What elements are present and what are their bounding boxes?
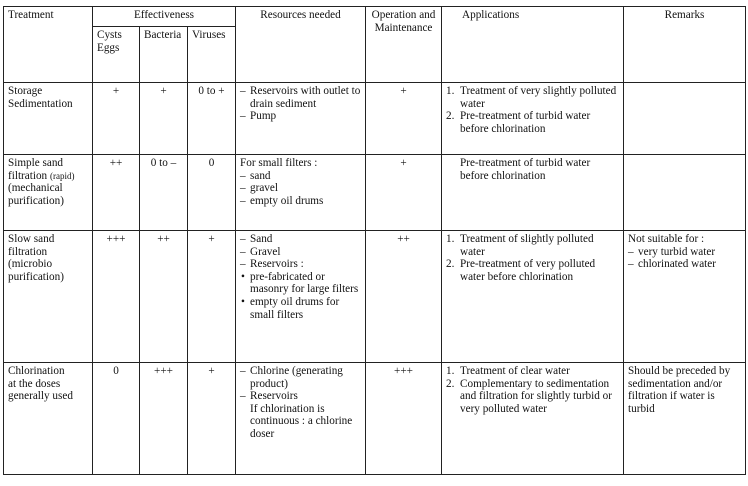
viruses-cell: 0 to + [188,83,236,155]
resources-cell: – Chlorine (generating product) – Reservoirs If chlorination is continuous : a chlorine doser [236,363,366,475]
operation-cell: + [366,155,442,231]
header-bacteria: Bacteria [140,27,188,83]
bacteria-cell: ++ [140,231,188,363]
treatment-cell: Storage Sedimentation [4,83,93,155]
table-row [4,155,746,231]
remarks-cell: Should be preceded by sedimentation and/or filtration if water is turbid [624,363,746,475]
resources-cell: For small filters : – sand – gravel – empty oil drums [236,155,366,231]
header-resources: Resources needed [236,7,366,83]
cysts-cell: ++ [93,155,140,231]
remarks-cell [624,155,746,231]
treatment-cell: Simple sand filtration (rapid) (mechanical purification) [4,155,93,231]
resources-cell: – Reservoirs with outlet to drain sediment – Pump [236,83,366,155]
remarks-cell [624,83,746,155]
bacteria-cell: + [140,83,188,155]
bacteria-cell: +++ [140,363,188,475]
operation-cell: + [366,83,442,155]
resources-cell: – Sand – Gravel – Reservoirs : • pre-fabricated or masonry for large filters • empty oil drums for small filters [236,231,366,363]
applications-cell: 1. Treatment of slightly polluted water 2. Pre-treatment of very polluted water before chlorination [442,231,624,363]
cysts-cell: 0 [93,363,140,475]
header-operation: Operation and Maintenance [366,7,442,83]
applications-cell: Pre-treatment of turbid water before chlorination [442,155,624,231]
header-treatment: Treatment [4,7,93,83]
applications-cell: 1. Treatment of clear water 2. Complementary to sedimentation and filtration for slightly turbid or very polluted water [442,363,624,475]
header-effectiveness: Effectiveness [93,7,236,27]
viruses-cell: + [188,231,236,363]
header-viruses: Viruses [188,27,236,83]
applications-cell: 1. Treatment of very slightly polluted water 2. Pre-treatment of turbid water before chlorination [442,83,624,155]
header-applications: Applications [442,7,624,83]
treatment-cell: Slow sand filtration (microbio purification) [4,231,93,363]
remarks-cell: Not suitable for : – very turbid water – chlorinated water [624,231,746,363]
viruses-cell: + [188,363,236,475]
cysts-cell: + [93,83,140,155]
bacteria-cell: 0 to – [140,155,188,231]
table-row [4,363,746,475]
cysts-cell: +++ [93,231,140,363]
header-remarks: Remarks [624,7,746,83]
operation-cell: ++ [366,231,442,363]
operation-cell: +++ [366,363,442,475]
table-row [4,231,746,363]
viruses-cell: 0 [188,155,236,231]
header-cysts: Cysts Eggs [93,27,140,83]
table-row [4,83,746,155]
water-treatment-table [3,6,746,475]
header-row-1 [4,7,746,27]
treatment-cell: Chlorination at the doses generally used [4,363,93,475]
